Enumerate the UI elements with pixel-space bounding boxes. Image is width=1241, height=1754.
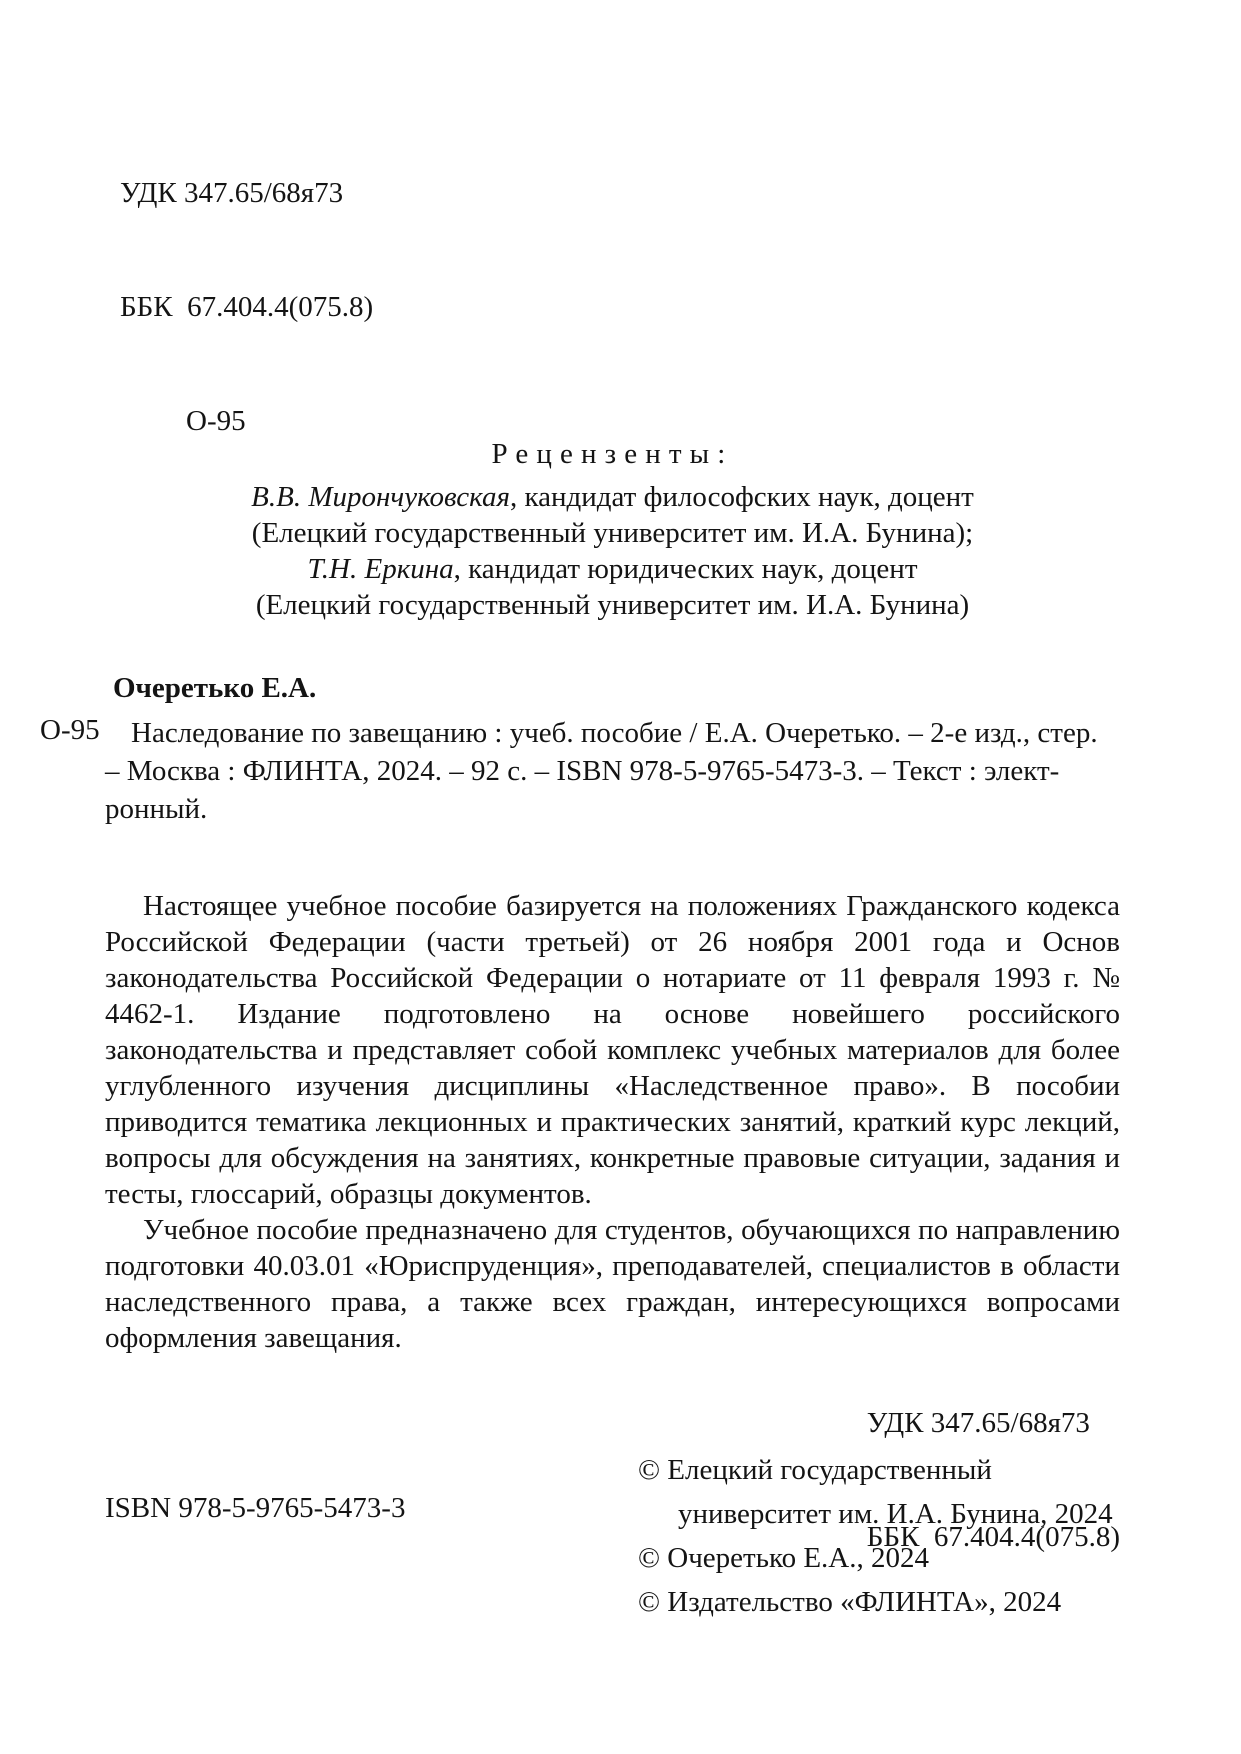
annotation-paragraph: Учебное пособие предназначено для студентов, обучающихся по направлению подготовки 40.03.01 «Юриспруденция», преподавателей, специалистов в области наследственного права, а также всех граждан, интересующихся вопросами оформления завещания.: [105, 1214, 1120, 1354]
reviewer-entry: [105, 479, 1120, 515]
annotation-paragraph: Настоящее учебное пособие базируется на положениях Гражданского кодекса Российской Федерации (части третьей) от 26 ноября 2001 года и Основ законодательства Российской Федерации о нотариате от 11 февраля 1993 г. № 4462-1. Издание подготовлено на основе новейшего российского законодательства и представляет собой комплекс учебных материалов для более углубленного изучения дисциплины «Наследственное право». В пособии приводится тематика лекционных и практических занятий, краткий курс лекций, вопросы для обсуждения на занятиях, конкретные правовые ситуации, задания и тесты, глоссарий, образцы документов.: [105, 890, 1120, 1210]
catalog-line: Наследование по завещанию : учеб. пособие / Е.А. Очеретько. – 2-е изд., стер.: [131, 717, 1098, 749]
copyright-line-author: © Очеретько Е.А., 2024: [638, 1542, 929, 1574]
copyright-block: [638, 1448, 1113, 1624]
catalog-description: [105, 714, 1175, 828]
catalog-line: ронный.: [105, 793, 208, 825]
copyright-line-university: © Елецкий государственный: [638, 1454, 992, 1486]
reviewer-name: Т.Н. Еркина: [307, 553, 454, 585]
udc-code: УДК 347.65/68я73: [120, 177, 344, 209]
bbk-code: ББК 67.404.4(075.8): [120, 291, 374, 323]
bbk-code-bottom: ББК 67.404.4(075.8): [866, 1521, 1120, 1553]
reviewer-affiliation: (Елецкий государственный университет им. И.А. Бунина): [255, 589, 970, 621]
author-mark: О-95: [186, 405, 246, 437]
catalog-line: – Москва : ФЛИНТА, 2024. – 92 с. – ISBN 978-5-9765-5473-3. – Текст : элект-: [105, 755, 1060, 787]
reviewer-entry: [105, 551, 1120, 587]
udc-code-bottom: УДК 347.65/68я73: [866, 1407, 1090, 1439]
copyright-line-publisher: © Издательство «ФЛИНТА», 2024: [638, 1586, 1062, 1618]
reviewers-section: [105, 436, 1120, 623]
isbn-number: ISBN 978-5-9765-5473-3: [105, 1492, 406, 1524]
author-heading: Очеретько Е.А.: [113, 672, 317, 704]
annotation: [105, 888, 1120, 1356]
reviewers-heading: Рецензенты:: [491, 438, 734, 470]
reviewer-name: В.В. Мирончуковская: [251, 481, 510, 513]
copyright-line-university-continuation: университет им. И.А. Бунина, 2024: [678, 1498, 1113, 1530]
catalog-mark: О-95: [40, 714, 100, 746]
reviewer-role: , кандидат философских наук, доцент: [509, 481, 974, 513]
reviewer-affiliation: (Елецкий государственный университет им. И.А. Бунина);: [251, 517, 974, 549]
reviewer-role: , кандидат юридических наук, доцент: [453, 553, 918, 585]
